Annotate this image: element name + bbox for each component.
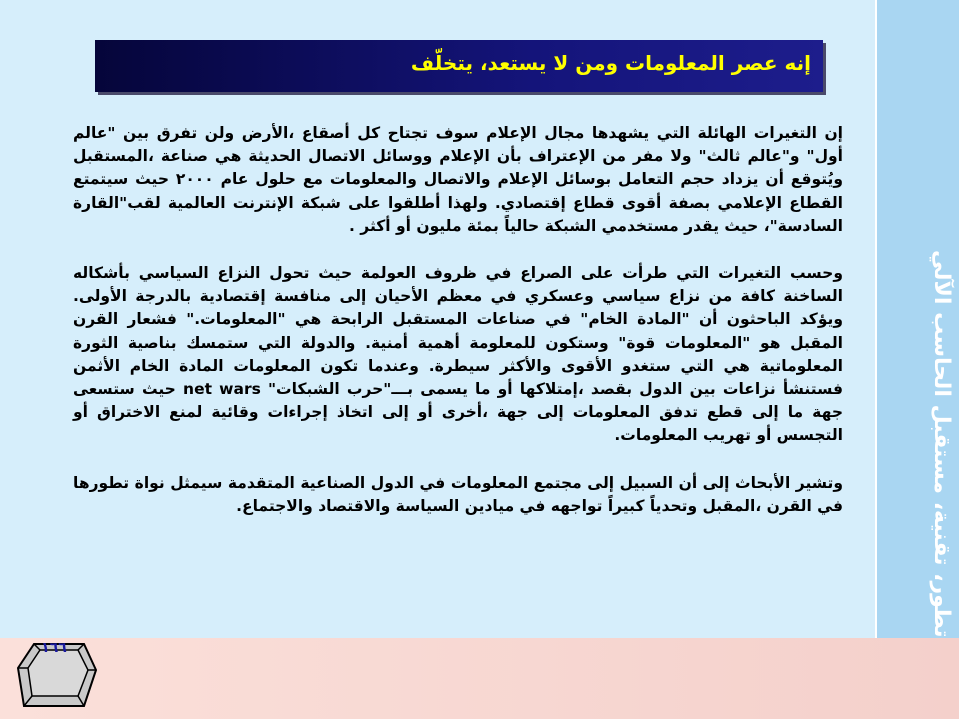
- side-title: تطور، تقنية، مستقبل الحاسب الآلي: [929, 250, 954, 638]
- paragraph-1: إن التغيرات الهائلة التي يشهدها مجال الإعلام سوف تجتاح كل أصقاع ،الأرض ولن تفرق بين "عالم أول" و"عالم ثالث" ولا مفر من الإعتراف بأن الإعلام ووسائل الاتصال الحديثة هي صناعة ،المستقبل ويُتوقع أن يزداد حجم التعامل بوسائل الإعلام والاتصال والمعلومات مع حلول عام ٢٠٠٠ حيث سيتمتع القطاع الإعلامي بصفة أقوى قطاع إقتصادي. ولهذا أطلقوا على شبكة الإنترنت العالمية لقب"القارة السادسة"، حيث يقدر مستخدمي الشبكة حالياً بمئة مليون أو أكثر .: [73, 124, 844, 235]
- bottom-band: [0, 638, 959, 719]
- page-number: ١٦٦: [41, 640, 67, 656]
- slide-title: إنه عصر المعلومات ومن لا يستعد، يتخلّف: [410, 51, 811, 75]
- paragraph-2: وحسب التغيرات التي طرأت على الصراع في ظروف العولمة حيث تحول النزاع السياسي بأشكاله الساخنة كافة من نزاع سياسي وعسكري في معظم الأحيان إلى منافسة إقتصادية بالدرجة الأولى. ويؤكد الباحثون أن "المادة الخام" في صناعات المستقبل الرابحة هي "المعلومات." فشعار القرن المقبل هو "المعلومات قوة" وستكون للمعلومة أهمية أمنية. والدولة التي ستمسك بناصية الثورة المعلوماتية هي التي ستغدو الأقوى والأكثر سيطرة. وعندما تكون المعلومات المادة الخام الأثمن فستنشأ نزاعات بين الدول بقصد ،إمتلاكها أو ما يسمى بـــ"حرب الشبكات" net wars حيث ستسعى جهة ما إلى قطع تدفق المعلومات إلى جهة ،أخرى أو إلى اتخاذ إجراءات وقائية لمنع الاختراق أو التجسس أو تهريب المعلومات.: [73, 264, 843, 445]
- body-text: [73, 122, 843, 542]
- paragraph-3: وتشير الأبحاث إلى أن السبيل إلى مجتمع المعلومات في الدول الصناعية المتقدمة سيمثل نواة تطورها في القرن ،المقبل وتحدياً كبيراً تواجهه في ميادين السياسة والاقتصاد والاجتماع.: [73, 473, 843, 515]
- title-banner: [95, 40, 823, 92]
- side-panel: [875, 0, 959, 638]
